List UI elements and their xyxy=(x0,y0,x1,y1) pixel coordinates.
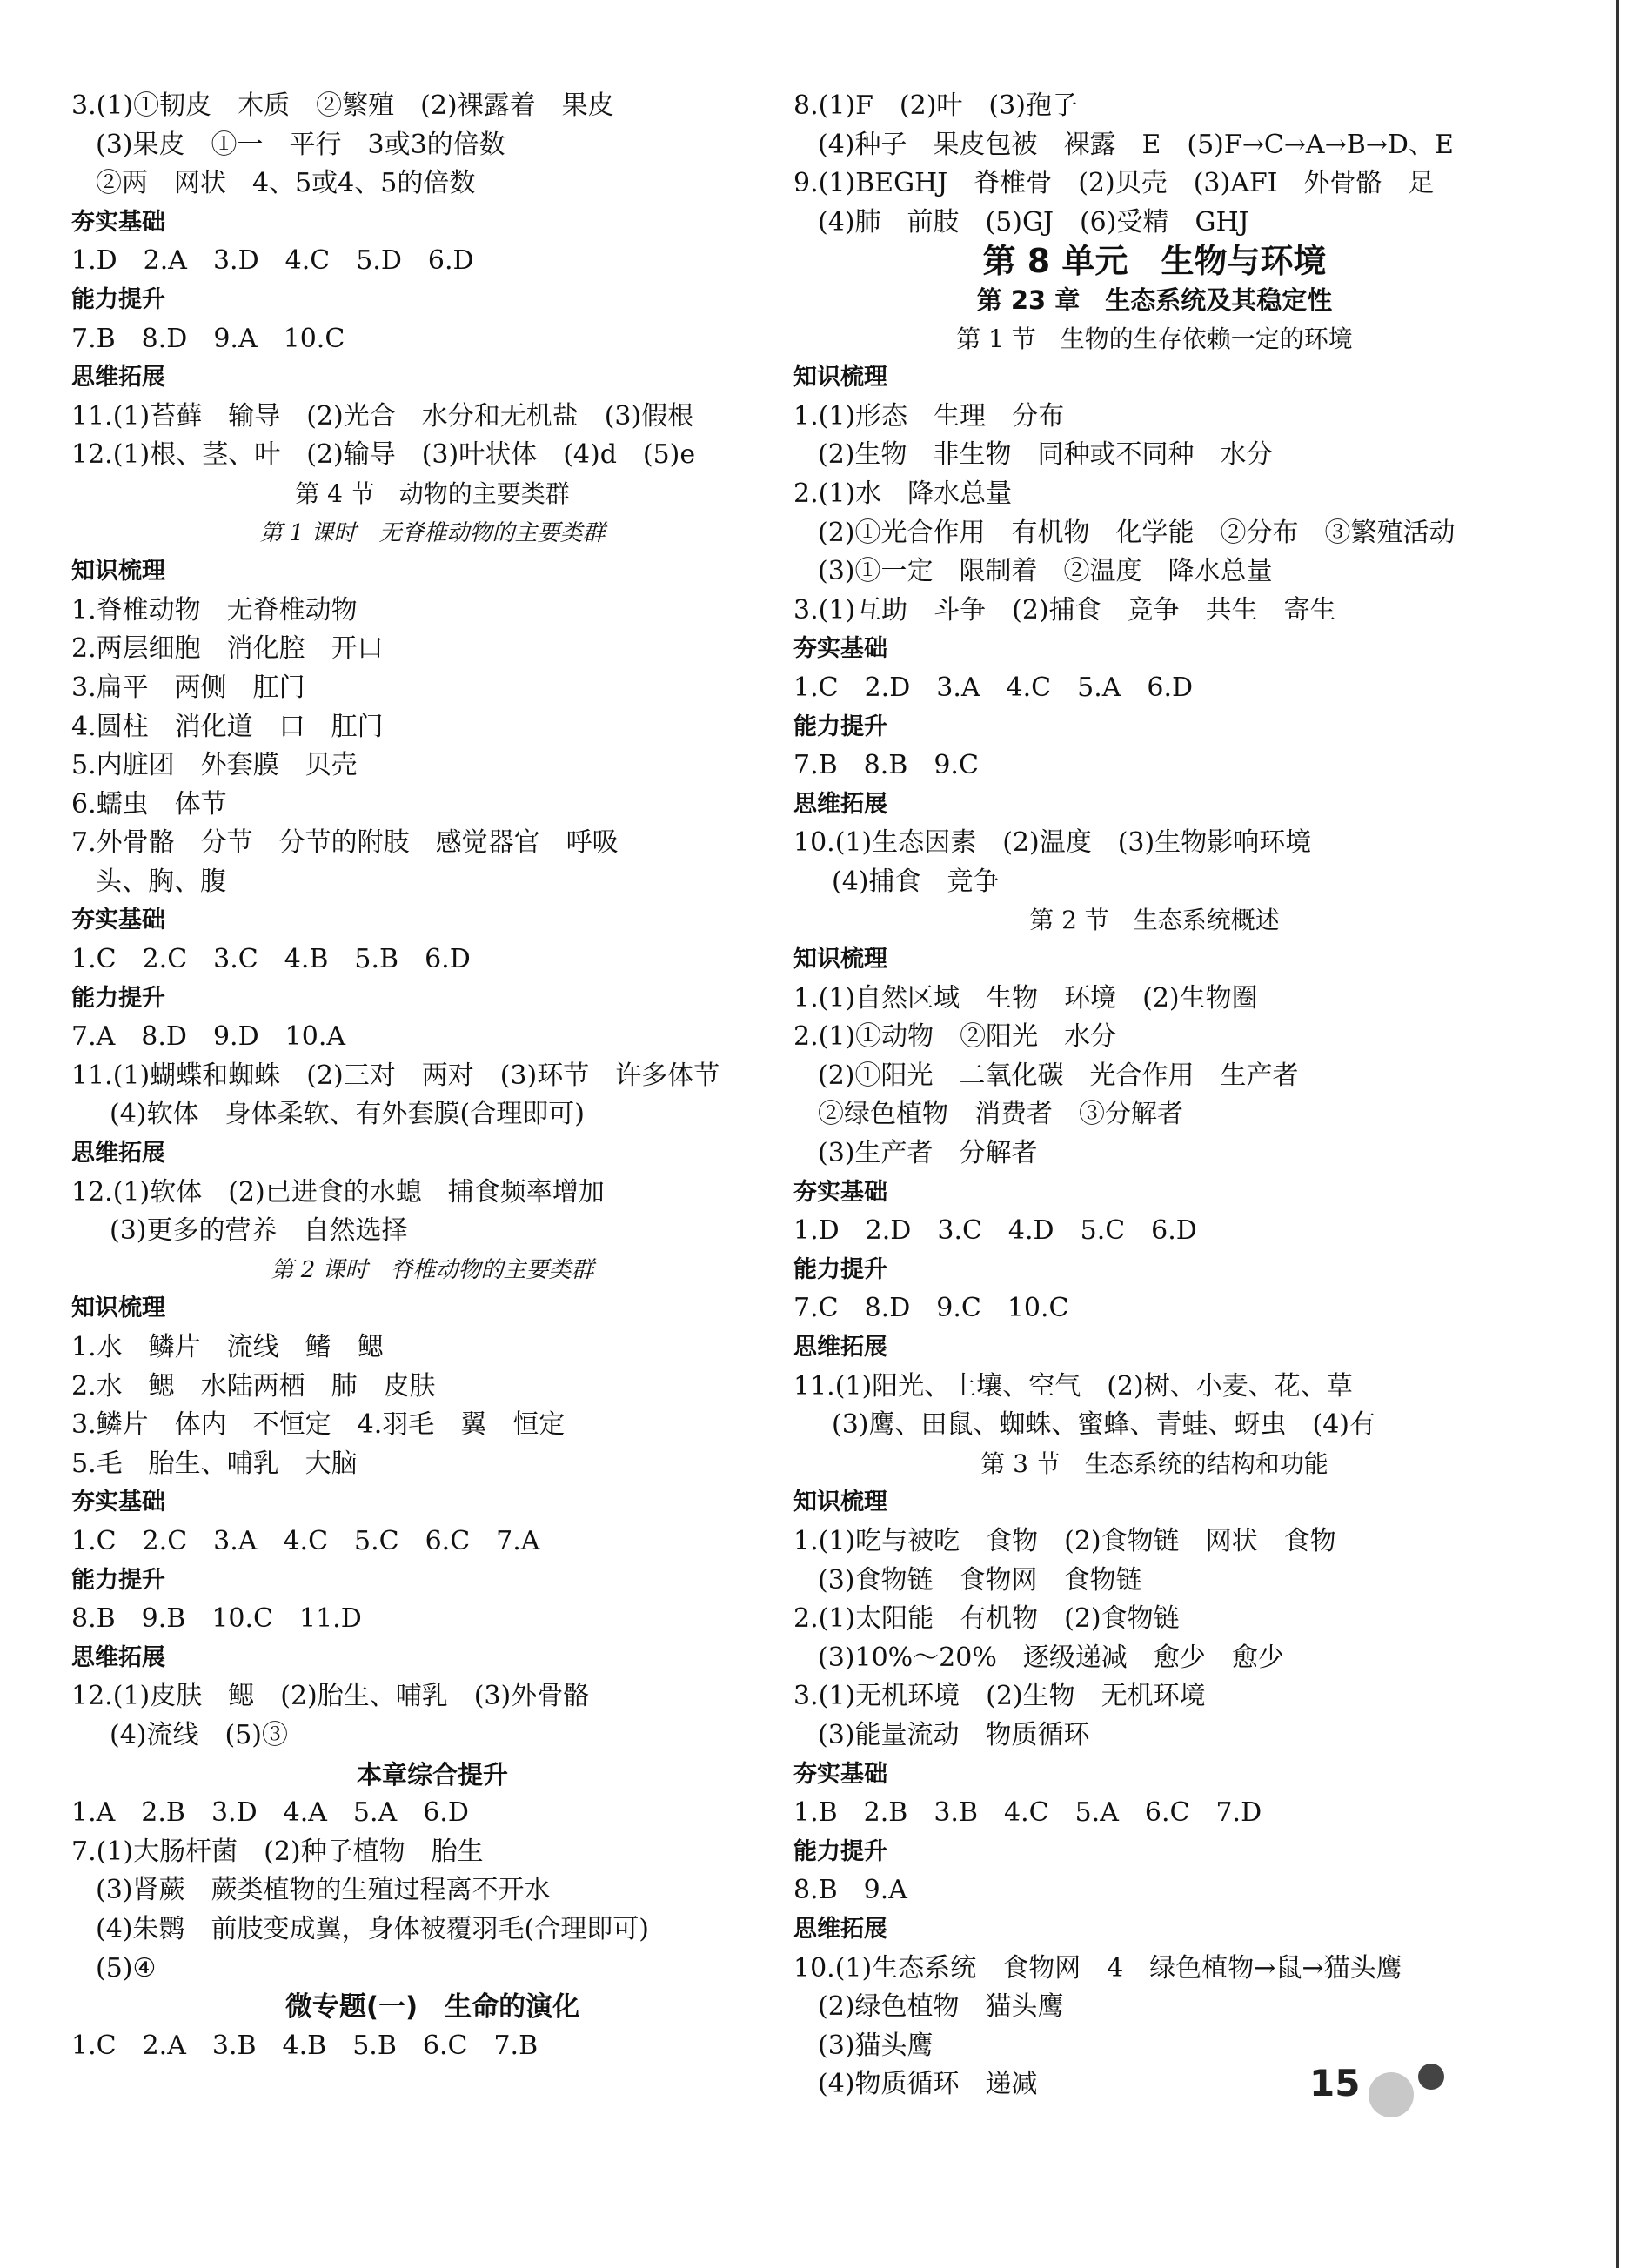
section-heading: 夯实基础 xyxy=(71,208,165,236)
section-heading: 夯实基础 xyxy=(71,907,165,934)
section-title: 第 2 节 生态系统概述 xyxy=(1029,906,1280,935)
answer-line: 2.两层细胞 消化腔 开口 xyxy=(71,633,384,665)
section-heading: 能力提升 xyxy=(793,1255,887,1283)
section-heading: 思维拓展 xyxy=(793,790,887,818)
answer-line: (3)果皮 ①一 平行 3或3的倍数 xyxy=(96,129,505,160)
answer-line: (5)④ xyxy=(96,1952,157,1984)
answer-line: 7.B 8.D 9.A 10.C xyxy=(71,323,345,354)
answer-line: 1.水 鳞片 流线 鳍 鳃 xyxy=(71,1332,384,1362)
answer-line: 5.内脏团 外套膜 贝壳 xyxy=(71,750,358,781)
answer-line: (3)肾蕨 蕨类植物的生殖过程离不开水 xyxy=(96,1875,551,1906)
answer-line: 8.B 9.B 10.C 11.D xyxy=(71,1603,362,1635)
answer-line: 7.(1)大肠杆菌 (2)种子植物 胎生 xyxy=(71,1836,484,1867)
answer-line: 5.毛 胎生、哺乳 大脑 xyxy=(71,1448,358,1479)
answer-line: 1.A 2.B 3.D 4.A 5.A 6.D xyxy=(71,1797,469,1829)
answer-line: (4)软体 身体柔软、有外套膜(合理即可) xyxy=(110,1099,585,1130)
answer-line: (3)生产者 分解者 xyxy=(818,1138,1038,1169)
unit-title: 第 8 单元 生物与环境 xyxy=(982,242,1327,281)
answer-line: 1.C 2.C 3.A 4.C 5.C 6.C 7.A xyxy=(71,1525,540,1556)
answer-line: 3.鳞片 体内 不恒定 4.羽毛 翼 恒定 xyxy=(71,1409,566,1441)
answer-line: 7.A 8.D 9.D 10.A xyxy=(71,1021,346,1053)
answer-line: 11.(1)阳光、土壤、空气 (2)树、小麦、花、草 xyxy=(793,1370,1353,1402)
answer-line: 1.(1)吃与被吃 食物 (2)食物链 网状 食物 xyxy=(793,1525,1336,1556)
answer-line: (4)朱鹮 前肢变成翼，身体被覆羽毛(合理即可) xyxy=(96,1913,649,1944)
answer-line: 10.(1)生态系统 食物网 4 绿色植物→鼠→猫头鹰 xyxy=(793,1952,1402,1984)
special-topic-title: 微专题(一) 生命的演化 xyxy=(284,1991,580,2024)
answer-line: 8.B 9.A xyxy=(793,1875,907,1906)
answer-line: (3)能量流动 物质循环 xyxy=(818,1719,1090,1750)
answer-line: 6.蠕虫 体节 xyxy=(71,788,227,820)
answer-line: 9.(1)BEGHJ 脊椎骨 (2)贝壳 (3)AFI 外骨骼 足 xyxy=(793,168,1435,199)
section-heading: 夯实基础 xyxy=(793,1760,887,1788)
answer-line: 1.C 2.C 3.C 4.B 5.B 6.D xyxy=(71,944,471,975)
answer-line: 1.D 2.D 3.C 4.D 5.C 6.D xyxy=(793,1215,1197,1247)
answer-line: (3)更多的营养 自然选择 xyxy=(110,1215,408,1247)
section-heading: 思维拓展 xyxy=(793,1334,887,1361)
answer-line: 11.(1)苔藓 输导 (2)光合 水分和无机盐 (3)假根 xyxy=(71,400,694,432)
section-heading: 知识梳理 xyxy=(793,946,887,973)
answer-line: 3.(1)无机环境 (2)生物 无机环境 xyxy=(793,1681,1206,1712)
answer-line: (3)鹰、田鼠、蜘蛛、蜜蜂、青蛙、蚜虫 (4)有 xyxy=(832,1409,1375,1441)
answer-line: 12.(1)根、茎、叶 (2)输导 (3)叶状体 (4)d (5)e xyxy=(71,439,696,471)
answer-line: 7.C 8.D 9.C 10.C xyxy=(793,1293,1069,1324)
section-heading: 能力提升 xyxy=(71,1566,165,1594)
answer-line: (3)①一定 限制着 ②温度 降水总量 xyxy=(818,556,1273,587)
section-heading: 知识梳理 xyxy=(71,1295,165,1322)
answer-line: 1.C 2.D 3.A 4.C 5.A 6.D xyxy=(793,672,1194,703)
section-heading: 夯实基础 xyxy=(71,1489,165,1516)
section-heading: 思维拓展 xyxy=(71,364,165,391)
answer-line: 头、胸、腹 xyxy=(96,866,226,897)
section-heading: 知识梳理 xyxy=(793,364,887,391)
section-heading: 思维拓展 xyxy=(71,1643,165,1671)
section-heading: 能力提升 xyxy=(793,1837,887,1865)
answer-line: (3)食物链 食物网 食物链 xyxy=(818,1564,1142,1596)
answer-line: (4)捕食 竞争 xyxy=(832,866,1000,897)
lesson-title: 第 2 课时 脊椎动物的主要类群 xyxy=(271,1256,594,1283)
answer-line: 10.(1)生态因素 (2)温度 (3)生物影响环境 xyxy=(793,827,1312,859)
answer-line: 1.C 2.A 3.B 4.B 5.B 6.C 7.B xyxy=(71,2030,539,2061)
answer-line: 1.(1)自然区域 生物 环境 (2)生物圈 xyxy=(793,982,1258,1014)
answer-line: 2.水 鳃 水陆两栖 肺 皮肤 xyxy=(71,1370,436,1402)
answer-line: (2)绿色植物 猫头鹰 xyxy=(818,1991,1064,2023)
section-heading: 能力提升 xyxy=(793,713,887,740)
answer-line: ②绿色植物 消费者 ③分解者 xyxy=(818,1099,1183,1130)
answer-line: (4)流线 (5)③ xyxy=(110,1719,288,1750)
section-heading: 知识梳理 xyxy=(71,558,165,585)
answer-line: ②两 网状 4、5或4、5的倍数 xyxy=(96,168,476,199)
answer-line: 11.(1)蝴蝶和蜘蛛 (2)三对 两对 (3)环节 许多体节 xyxy=(71,1060,720,1091)
section-heading: 能力提升 xyxy=(71,984,165,1012)
page-number: 15 xyxy=(1309,2062,1361,2104)
answer-line: 3.扁平 两侧 肛门 xyxy=(71,672,305,703)
answer-line: (3)10%～20% 逐级递减 愈少 愈少 xyxy=(818,1642,1284,1673)
answer-line: 3.(1)互助 斗争 (2)捕食 竞争 共生 寄生 xyxy=(793,594,1336,626)
answer-line: 2.(1)水 降水总量 xyxy=(793,478,1013,509)
answer-line: 8.(1)F (2)叶 (3)孢子 xyxy=(793,90,1078,121)
answer-line: (4)肺 前肢 (5)GJ (6)受精 GHJ xyxy=(818,206,1249,238)
section-title: 第 3 节 生态系统的结构和功能 xyxy=(980,1448,1328,1478)
answer-line: 7.B 8.B 9.C xyxy=(793,750,979,781)
section-title: 第 1 节 生物的生存依赖一定的环境 xyxy=(956,324,1353,353)
section-heading: 思维拓展 xyxy=(71,1140,165,1167)
answer-line: 3.(1)①韧皮 木质 ②繁殖 (2)裸露着 果皮 xyxy=(71,90,614,121)
chapter-title: 第 23 章 生态系统及其稳定性 xyxy=(976,284,1333,315)
section-heading: 思维拓展 xyxy=(793,1915,887,1943)
page-edge-line xyxy=(1616,0,1619,2268)
answer-line: 12.(1)皮肤 鳃 (2)胎生、哺乳 (3)外骨骼 xyxy=(71,1681,590,1712)
answer-line: (4)物质循环 递减 xyxy=(818,2069,1038,2100)
lesson-title: 第 1 课时 无脊椎动物的主要类群 xyxy=(259,519,606,546)
answer-line: 1.B 2.B 3.B 4.C 5.A 6.C 7.D xyxy=(793,1797,1262,1829)
answer-line: 4.圆柱 消化道 口 肛门 xyxy=(71,711,384,742)
answer-line: 2.(1)太阳能 有机物 (2)食物链 xyxy=(793,1603,1180,1635)
answer-line: 2.(1)①动物 ②阳光 水分 xyxy=(793,1021,1117,1053)
answer-line: (4)种子 果皮包被 裸露 E (5)F→C→A→B→D、E xyxy=(818,129,1454,160)
answer-line: 1.脊椎动物 无脊椎动物 xyxy=(71,594,358,626)
answer-line: 1.D 2.A 3.D 4.C 5.D 6.D xyxy=(71,245,474,277)
answer-line: 1.(1)形态 生理 分布 xyxy=(793,400,1065,432)
section-heading: 知识梳理 xyxy=(793,1489,887,1516)
section-heading: 夯实基础 xyxy=(793,1178,887,1206)
answer-line: 7.外骨骼 分节 分节的附肢 感觉器官 呼吸 xyxy=(71,827,619,859)
section-title: 第 4 节 动物的主要类群 xyxy=(295,478,570,508)
decorative-circle-small xyxy=(1418,2064,1444,2090)
answer-line: (3)猫头鹰 xyxy=(818,2030,934,2061)
answer-line: (2)①光合作用 有机物 化学能 ②分布 ③繁殖活动 xyxy=(818,517,1456,548)
section-heading: 能力提升 xyxy=(71,285,165,313)
section-heading: 夯实基础 xyxy=(793,635,887,663)
answer-line: (2)生物 非生物 同种或不同种 水分 xyxy=(818,439,1273,471)
answer-line: (2)①阳光 二氧化碳 光合作用 生产者 xyxy=(818,1060,1299,1091)
right-column xyxy=(793,87,1516,2104)
chapter-title: 本章综合提升 xyxy=(356,1759,508,1790)
decorative-circle-large xyxy=(1369,2072,1414,2117)
left-column xyxy=(71,87,793,2065)
answer-line: 12.(1)软体 (2)已进食的水螅 捕食频率增加 xyxy=(71,1176,605,1208)
